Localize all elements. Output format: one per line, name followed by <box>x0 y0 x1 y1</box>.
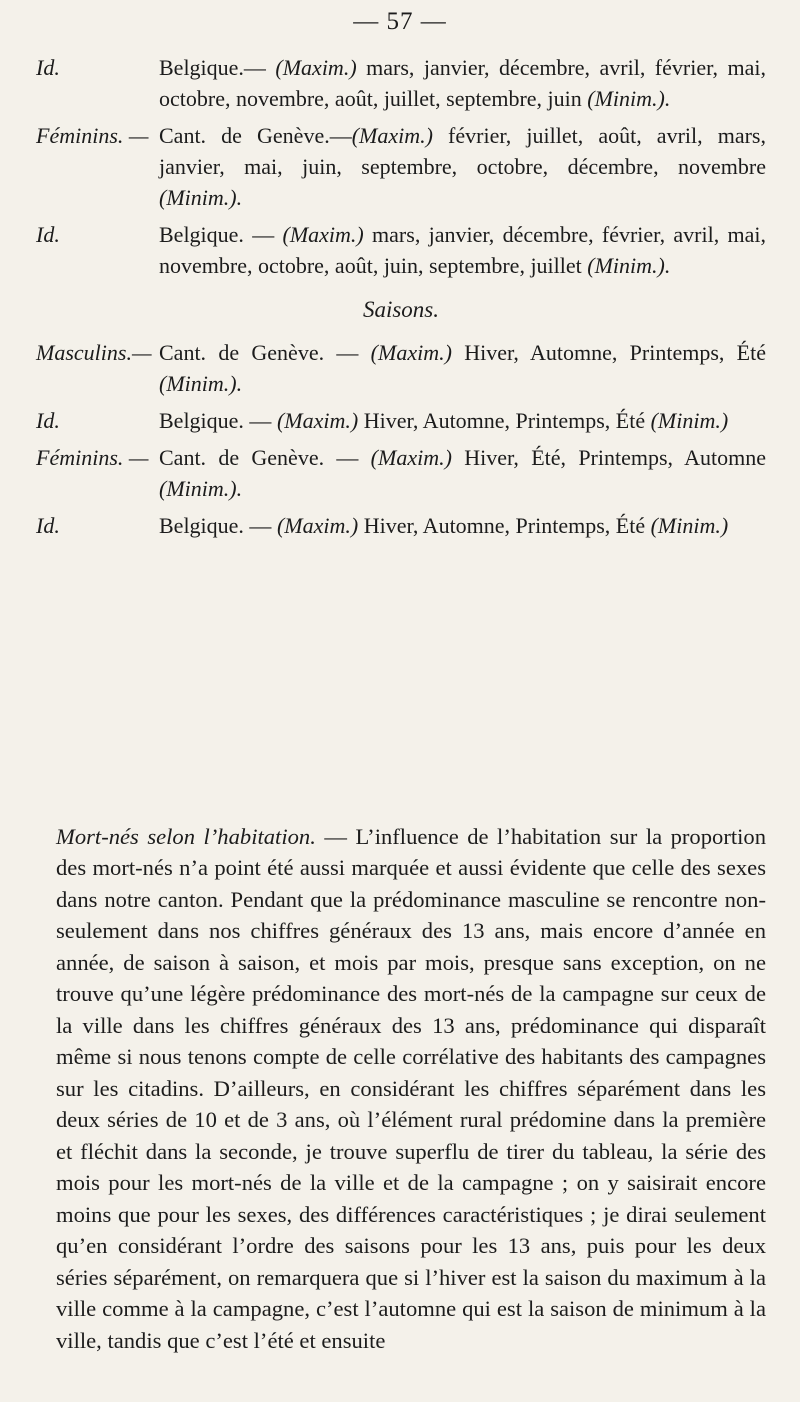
entry-text: Hiver, Automne, Printemps, Été <box>451 340 766 365</box>
minim-marker: (Minim.). <box>159 476 243 501</box>
minim-marker: (Minim.). <box>587 86 671 111</box>
months-group <box>36 52 766 281</box>
minim-marker: (Minim.). <box>587 253 671 278</box>
entry-body <box>159 52 766 114</box>
entry-seasons-1 <box>36 405 766 436</box>
entry-months-1 <box>36 120 766 213</box>
entry-body <box>159 405 766 436</box>
entry-place: Cant. de Genève.— <box>159 123 352 148</box>
entry-label: Féminins. — <box>36 123 149 148</box>
entry-body <box>159 219 766 281</box>
paragraph-heading: Mort-nés selon l’habitation. <box>56 823 316 849</box>
page-number: — 57 — <box>353 8 447 35</box>
entry-body <box>159 120 766 213</box>
entry-text: Hiver, Automne, Printemps, Été <box>358 513 651 538</box>
seasons-title: Saisons. <box>362 297 440 322</box>
entry-label: Féminins. — <box>36 445 149 470</box>
entry-text: février, juillet, août, avril, mars, janvier, mai, juin, septembre, octobre, décembre, novembre <box>159 123 766 179</box>
maxim-marker: (Maxim.) <box>276 408 359 433</box>
entry-text: Hiver, Automne, Printemps, Été <box>358 408 651 433</box>
paragraph-text: — L’influence de l’habitation sur la proportion des mort-nés n’a point été aussi marquée et aussi évidente que celle des sexes dans notre canton. Pendant que la prédominance masculine se rencontre non-seulement dans nos chiffres généraux des 13 ans, mais encore d’année en année, de saison à saison, et mois par mois, presque sans exception, on ne trouve qu’une légère prédominance des mort-nés de la campagne sur ceux de la ville dans les chiffres généraux des 13 ans, prédominance qui disparaît même si nous tenons compte de celle corrélative des habitants des campagnes sur les citadins. D’ailleurs, en considérant les chiffres séparément dans les deux séries de 10 et de 3 ans, où l’élément rural prédomine dans la première et fléchit dans la seconde, je trouve superflu de tirer du tableau, la série des mois pour les mort-nés de la ville et de la campagne ; on y saisirait encore moins que pour les sexes, des différences caractéristiques ; je dirai seulement qu’en considérant l’ordre des saisons pour les 13 ans, puis pour les deux séries séparément, on remarquera que si l’hiver est la saison du maximum à la ville comme à la campagne, c’est l’automne qui est la saison de minimum à la ville, tandis que c’est l’été et ensuite <box>56 823 766 1353</box>
entry-label: Masculins.— <box>36 340 152 365</box>
ranking-entries <box>36 52 766 547</box>
entry-label: Id. <box>36 222 60 247</box>
entry-place: Belgique. — <box>159 408 277 433</box>
entry-place: Belgique. — <box>159 513 277 538</box>
minim-marker: (Minim.). <box>159 185 243 210</box>
entry-months-2 <box>36 219 766 281</box>
entry-label: Id. <box>36 408 60 433</box>
entry-body <box>159 337 766 399</box>
entry-text: mars, janvier, décembre, avril, février, mai, octobre, novembre, août, juillet, septembre, juin <box>159 55 766 111</box>
body-paragraph <box>56 821 766 1357</box>
entry-months-0 <box>36 52 766 114</box>
entry-place: Belgique. — <box>159 222 283 247</box>
entry-seasons-0 <box>36 337 766 399</box>
entry-body <box>159 442 766 504</box>
entry-label: Id. <box>36 513 60 538</box>
entry-body <box>159 510 766 541</box>
maxim-marker: (Maxim.) <box>370 340 452 365</box>
maxim-marker: (Maxim.) <box>276 513 359 538</box>
minim-marker: (Minim.) <box>650 513 729 538</box>
entry-place: Cant. de Genève. — <box>159 445 371 470</box>
maxim-marker: (Maxim.) <box>282 222 364 247</box>
entry-text: Hiver, Été, Printemps, Automne <box>451 445 766 470</box>
maxim-marker: (Maxim.) <box>351 123 433 148</box>
maxim-marker: (Maxim.) <box>370 445 452 470</box>
entry-text: mars, janvier, décembre, février, avril, mai, novembre, octobre, août, juin, septembre, juillet <box>159 222 766 278</box>
entry-seasons-3 <box>36 510 766 541</box>
seasons-group <box>36 337 766 541</box>
maxim-marker: (Maxim.) <box>275 55 357 80</box>
minim-marker: (Minim.) <box>650 408 729 433</box>
entry-seasons-2 <box>36 442 766 504</box>
entry-place: Cant. de Genève. — <box>159 340 371 365</box>
entry-label: Id. <box>36 55 60 80</box>
entry-place: Belgique.— <box>159 55 276 80</box>
minim-marker: (Minim.). <box>159 371 243 396</box>
